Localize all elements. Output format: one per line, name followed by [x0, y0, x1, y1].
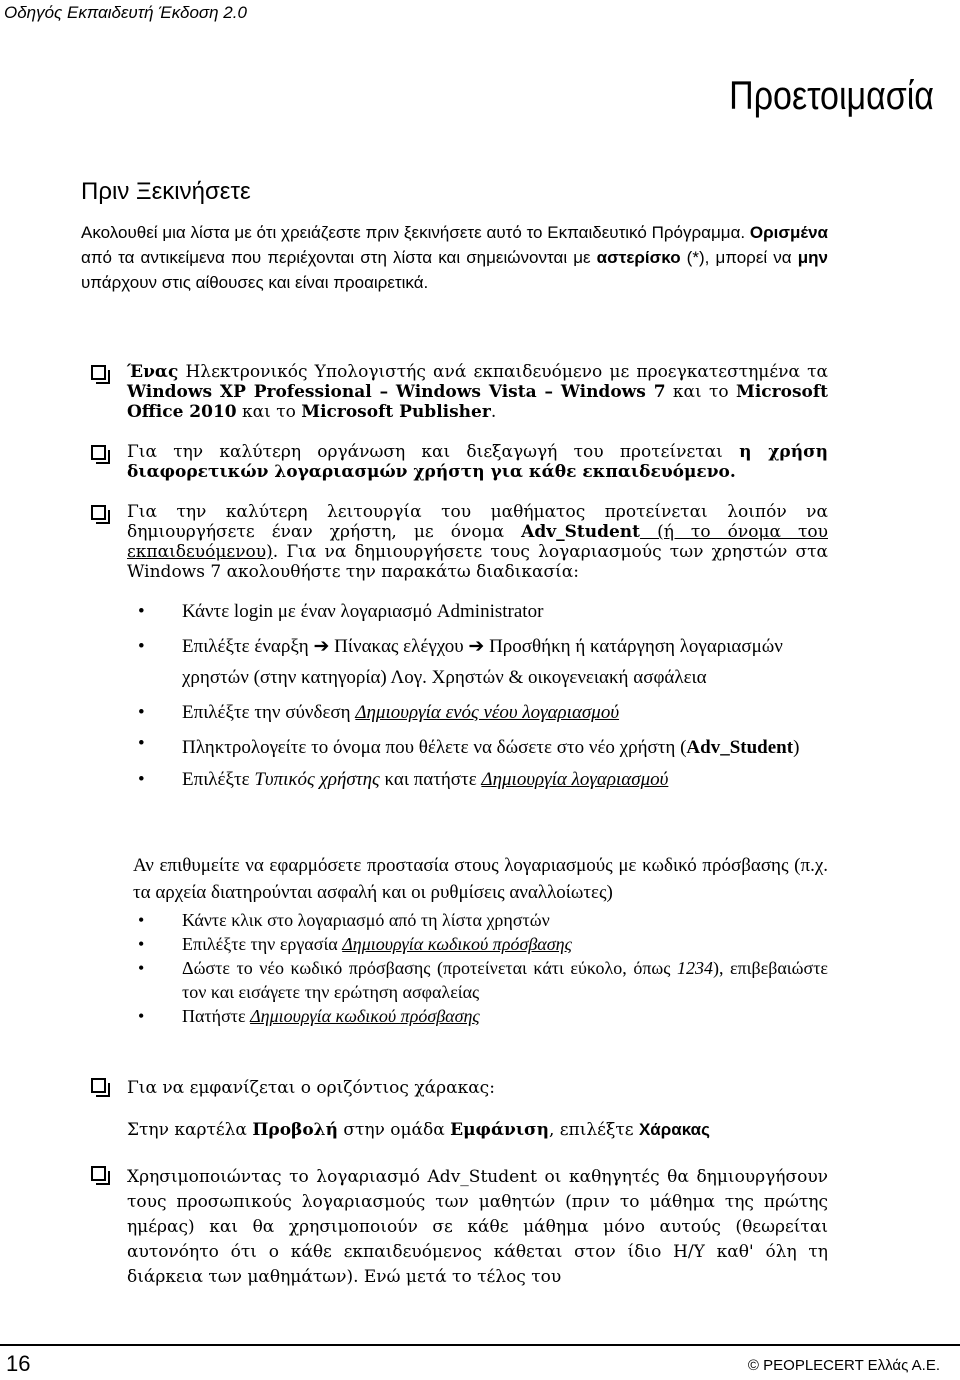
pc-d: και το: [665, 382, 737, 402]
requirement-user: [127, 502, 828, 582]
step-text: ): [793, 737, 800, 758]
pc-c: Windows XP Professional – Windows Vista – Windows 7: [127, 382, 666, 402]
step-text: Επιλέξτε έναρξη ➔ Πίνακας ελέγχου ➔ Προσθήκη ή κατάργηση λογαριασμών χρηστών (στην κατηγορία) Λογ. Χρηστών & οικογενειακή ασφάλεια: [182, 636, 783, 688]
ruler-instructions: [127, 1120, 710, 1140]
list-item: [138, 932, 828, 956]
pc-e: Microsoft Office 2010: [127, 382, 829, 422]
list-item: [138, 732, 828, 760]
bullet-icon: •: [138, 910, 145, 930]
password-steps-list: [138, 908, 828, 1028]
user-b: Adv_Student: [521, 522, 641, 542]
step-text: και πατήστε: [379, 769, 482, 790]
list-item: [138, 697, 828, 728]
header-guide-title: Οδηγός Εκπαιδευτή Έκδοση 2.0: [4, 3, 247, 22]
intro-text: από τα αντικείμενα που περιέχονται στη λίστα και σημειώνονται με: [81, 248, 597, 267]
bullet-icon: •: [138, 702, 145, 723]
bullet-icon: •: [138, 958, 145, 978]
checkbox-icon: [91, 1078, 106, 1093]
list-item: [138, 764, 828, 795]
final-note: Χρησιμοποιώντας το λογαριασμό Adv_Student οι καθηγητές θα δημιουργήσουν τους προσωπικούς λογαριασμούς των μαθητών (πριν το μάθημα της πρώτης ημέρας) και θα χρησιμοποιούν σε κάθε μάθημα μόνο αυτούς (θεωρείται αυτονόητο ότι ο κάθε εκπαιδευόμενος κάθεται στον ίδιο Η/Υ καθ' όλη τη διάρκεια των μαθημάτων). Ενώ μετά το τέλος του: [127, 1167, 828, 1287]
step-text: Πληκτρολογείτε το όνομα που θέλετε να δώσετε στο νέο χρήστη (: [182, 737, 687, 758]
ruler-option: Χάρακας: [638, 1120, 710, 1139]
step-emphasis: Τυπικός χρήστης: [254, 769, 380, 790]
step-emphasis: 1234: [676, 958, 713, 978]
pc-a: Ένας: [127, 362, 179, 382]
intro-bold-not: μην: [797, 248, 828, 267]
step-link: Δημιουργία κωδικού πρόσβασης: [250, 1006, 480, 1026]
section-title: Πριν Ξεκινήσετε: [81, 178, 251, 205]
step-text: Κάντε login με έναν λογαριασμό Administrator: [182, 601, 544, 622]
accounts-b: η χρήση διαφορετικών λογαριασμών χρήστη για κάθε εκπαιδευόμενο.: [127, 442, 828, 482]
step-text: Πατήστε: [182, 1006, 251, 1026]
ruler-group-show: Εμφάνιση: [450, 1120, 549, 1140]
account-steps-list: [138, 596, 828, 797]
ruler-tab-view: Προβολή: [252, 1120, 338, 1140]
step-link: Δημιουργία ενός νέου λογαριασμού: [355, 702, 620, 723]
ruler-text: , επιλέξτε: [548, 1120, 639, 1140]
page-title: Προετοιμασία: [729, 74, 934, 118]
bullet-icon: •: [138, 769, 145, 790]
list-item: [138, 631, 828, 693]
list-item: [138, 908, 828, 932]
ruler-text: στην ομάδα: [337, 1120, 451, 1140]
pc-f: και το: [236, 402, 302, 422]
bullet-icon: •: [138, 934, 145, 954]
bullet-icon: •: [138, 636, 145, 657]
footer-divider: [0, 1344, 960, 1346]
step-text: Επιλέξτε την σύνδεση: [182, 702, 356, 723]
user-a: Για την καλύτερη λειτουργία του μαθήματος προτείνεται λοιπόν να δημιουργήσετε έναν χρήστη, με όνομα: [127, 502, 828, 542]
intro-bold-some: Ορισμένα: [749, 223, 828, 242]
step-text: Κάντε κλικ στο λογαριασμό από τη λίστα χρηστών: [182, 910, 550, 930]
checkbox-icon: [91, 445, 106, 460]
checkbox-icon: [91, 505, 106, 520]
pc-b: Ηλεκτρονικός Υπολογιστής ανά εκπαιδευόμενο με προεγκατεστημένα τα: [178, 362, 828, 382]
step-text: Επιλέξτε την εργασία: [182, 934, 343, 954]
bullet-icon: •: [138, 733, 145, 754]
pc-h: .: [490, 402, 497, 422]
step-link: Δημιουργία λογαριασμού: [481, 769, 669, 790]
step-text: ), επιβεβαιώστε τον και εισάγετε την ερώτηση ασφαλείας: [182, 958, 828, 1002]
accounts-a: Για την καλύτερη οργάνωση και διεξαγωγή του προτείνεται: [127, 442, 740, 462]
page-number: 16: [6, 1351, 31, 1376]
pc-g: Microsoft Publisher: [301, 402, 491, 422]
copyright: © PEOPLECERT Ελλάς Α.Ε.: [747, 1357, 940, 1374]
checkbox-icon: [91, 365, 106, 380]
user-d: . Για να δημιουργήσετε τους λογαριασμούς των χρηστών στα Windows 7 ακολουθήστε την παρακάτω διαδικασία:: [127, 542, 828, 582]
requirement-pc: [127, 362, 828, 422]
intro-text: υπάρχουν στις αίθουσες και είναι προαιρετικά.: [81, 273, 429, 292]
intro-text: Ακολουθεί μια λίστα με ότι χρειάζεστε πριν ξεκινήσετε αυτό το Εκπαιδευτικό Πρόγραμμα.: [81, 223, 750, 242]
list-item: [138, 1004, 828, 1028]
bullet-icon: •: [138, 1006, 145, 1026]
user-c: (ή το όνομα του εκπαιδευόμενου): [127, 522, 828, 562]
step-text: Δώστε το νέο κωδικό πρόσβασης (προτείνεται κάτι εύκολο, όπως: [182, 958, 677, 978]
intro-bold-asterisk: αστερίσκο: [596, 248, 681, 267]
requirement-accounts: [127, 442, 828, 482]
step-text: Επιλέξτε: [182, 769, 255, 790]
list-item: [138, 596, 828, 627]
list-item: [138, 956, 828, 1004]
step-link: Δημιουργία κωδικού πρόσβασης: [342, 934, 572, 954]
intro-text: (*), μπορεί να: [680, 248, 798, 267]
ruler-heading: Για να εμφανίζεται ο οριζόντιος χάρακας:: [127, 1078, 495, 1098]
ruler-text: Στην καρτέλα: [127, 1120, 253, 1140]
bullet-icon: •: [138, 601, 145, 622]
checkbox-icon: [91, 1166, 106, 1181]
step-bold: Adv_Student: [686, 737, 794, 758]
protection-intro: Αν επιθυμείτε να εφαρμόσετε προστασία στους λογαριασμούς με κωδικό πρόσβασης (π.χ. τα αρχεία διατηρούνται ασφαλή και οι ρυθμίσεις αναλλοίωτες): [133, 855, 828, 903]
intro-paragraph: [81, 220, 828, 295]
